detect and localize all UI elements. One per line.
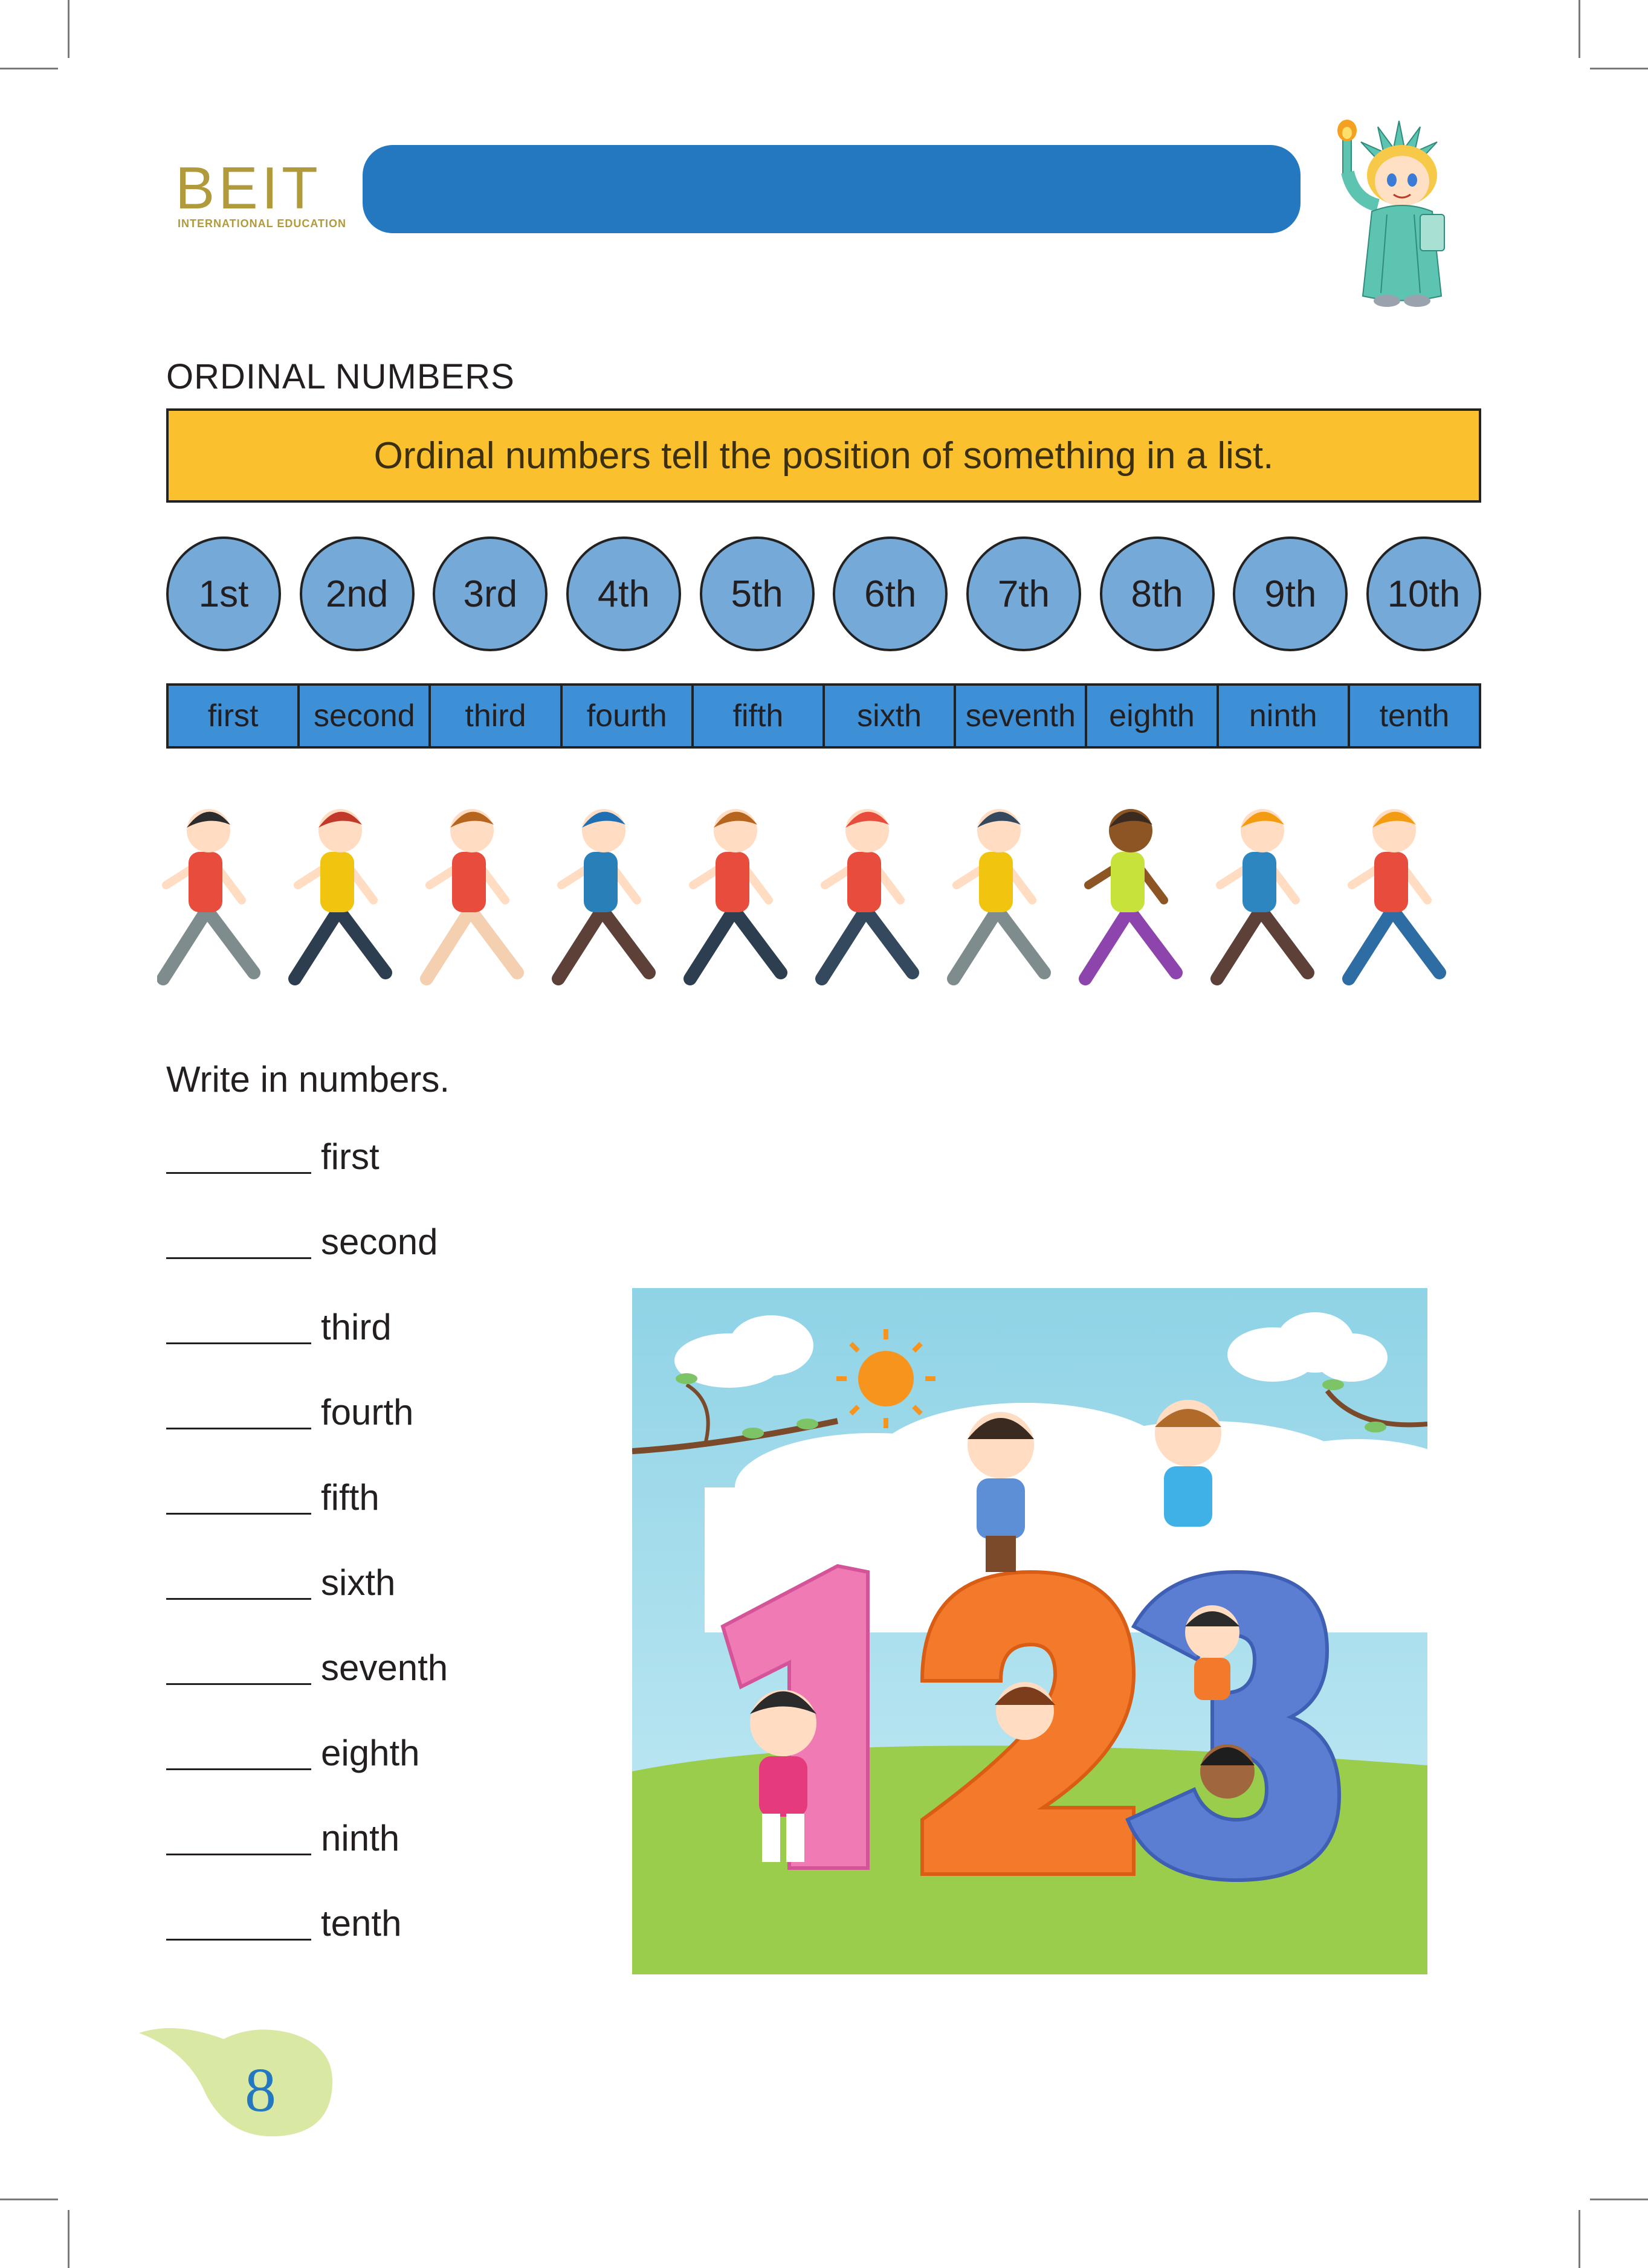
runner-figure bbox=[690, 809, 781, 979]
ordinal-word-cell: third bbox=[431, 686, 562, 746]
ordinal-circle: 4th bbox=[566, 536, 681, 651]
crop-mark bbox=[0, 68, 58, 69]
header-bar bbox=[363, 145, 1301, 233]
answer-label: second bbox=[321, 1222, 438, 1262]
crop-mark bbox=[1590, 68, 1648, 69]
runner-figure bbox=[163, 809, 254, 979]
answer-label: tenth bbox=[321, 1903, 402, 1944]
ordinal-word-cell: fourth bbox=[563, 686, 694, 746]
answer-row bbox=[166, 1817, 589, 1902]
exercise-instruction: Write in numbers. bbox=[166, 1059, 450, 1100]
logo-word: BEIT bbox=[175, 155, 322, 221]
answer-blank[interactable] bbox=[166, 1817, 311, 1855]
ordinal-word-cell: seventh bbox=[956, 686, 1087, 746]
answer-row bbox=[166, 1647, 589, 1732]
answer-label: fourth bbox=[321, 1392, 414, 1432]
answer-blank[interactable] bbox=[166, 1647, 311, 1685]
runner-figure bbox=[1349, 809, 1440, 979]
answer-label: seventh bbox=[321, 1648, 448, 1688]
page-number: 8 bbox=[245, 2055, 276, 2125]
crop-mark bbox=[1579, 2210, 1580, 2268]
running-children-icon bbox=[157, 797, 1487, 991]
ordinal-word-cell: second bbox=[300, 686, 431, 746]
definition-text: Ordinal numbers tell the position of something in a list. bbox=[373, 434, 1274, 477]
crop-mark bbox=[1590, 2199, 1648, 2200]
answer-blank[interactable] bbox=[166, 1732, 311, 1770]
crop-mark bbox=[68, 2210, 69, 2268]
answer-row bbox=[166, 1136, 589, 1221]
answer-label: fifth bbox=[321, 1477, 380, 1518]
answer-label: ninth bbox=[321, 1818, 400, 1858]
ordinal-word-cell: eighth bbox=[1087, 686, 1218, 746]
runner-figure bbox=[295, 809, 386, 979]
ordinal-circle: 9th bbox=[1233, 536, 1348, 651]
kids-on-123-numbers-icon bbox=[632, 1288, 1427, 1974]
ordinal-circle: 8th bbox=[1100, 536, 1215, 651]
ordinal-circle: 3rd bbox=[433, 536, 548, 651]
answer-row bbox=[166, 1732, 589, 1817]
answer-list bbox=[166, 1136, 589, 1988]
runner-figure bbox=[1217, 809, 1308, 979]
logo-subtitle: INTERNATIONAL EDUCATION bbox=[178, 217, 346, 230]
answer-blank[interactable] bbox=[166, 1136, 311, 1174]
statue-of-liberty-mascot-icon bbox=[1330, 109, 1469, 314]
answer-blank[interactable] bbox=[166, 1306, 311, 1344]
answer-label: first bbox=[321, 1136, 380, 1177]
ordinal-word-cell: tenth bbox=[1379, 698, 1450, 733]
answer-row bbox=[166, 1391, 589, 1477]
answer-row bbox=[166, 1477, 589, 1562]
answer-row bbox=[166, 1221, 589, 1306]
page-leaf-icon bbox=[139, 2021, 338, 2142]
definition-box bbox=[166, 408, 1481, 503]
answer-label: third bbox=[321, 1307, 392, 1347]
runner-figure bbox=[822, 809, 913, 979]
answer-blank[interactable] bbox=[166, 1391, 311, 1429]
ordinal-circle: 7th bbox=[966, 536, 1081, 651]
ordinal-circle: 2nd bbox=[300, 536, 415, 651]
answer-row bbox=[166, 1562, 589, 1647]
ordinal-word-cell: fifth bbox=[694, 686, 825, 746]
runner-figure bbox=[558, 809, 649, 979]
answer-label: sixth bbox=[321, 1562, 396, 1603]
ordinal-number-row bbox=[166, 536, 1481, 656]
runner-figure bbox=[1085, 809, 1176, 979]
answer-label: eighth bbox=[321, 1733, 420, 1773]
ordinal-circle: 10th bbox=[1366, 536, 1481, 651]
crop-mark bbox=[68, 0, 69, 58]
ordinal-circle: 6th bbox=[833, 536, 948, 651]
answer-row bbox=[166, 1306, 589, 1391]
crop-mark bbox=[0, 2199, 58, 2200]
answer-blank[interactable] bbox=[166, 1477, 311, 1515]
crop-mark bbox=[1579, 0, 1580, 58]
answer-row bbox=[166, 1902, 589, 1988]
answer-blank[interactable] bbox=[166, 1562, 311, 1600]
ordinal-circle: 1st bbox=[166, 536, 281, 651]
ordinal-word-row bbox=[166, 683, 1481, 749]
ordinal-circle: 5th bbox=[700, 536, 815, 651]
answer-blank[interactable] bbox=[166, 1221, 311, 1259]
ordinal-word-cell: ninth bbox=[1219, 686, 1350, 746]
runner-figure bbox=[427, 809, 517, 979]
runner-figure bbox=[954, 809, 1044, 979]
ordinal-word-cell: first bbox=[169, 686, 300, 746]
section-title: ORDINAL NUMBERS bbox=[166, 357, 515, 396]
ordinal-word-cell: sixth bbox=[825, 686, 956, 746]
answer-blank[interactable] bbox=[166, 1902, 311, 1941]
